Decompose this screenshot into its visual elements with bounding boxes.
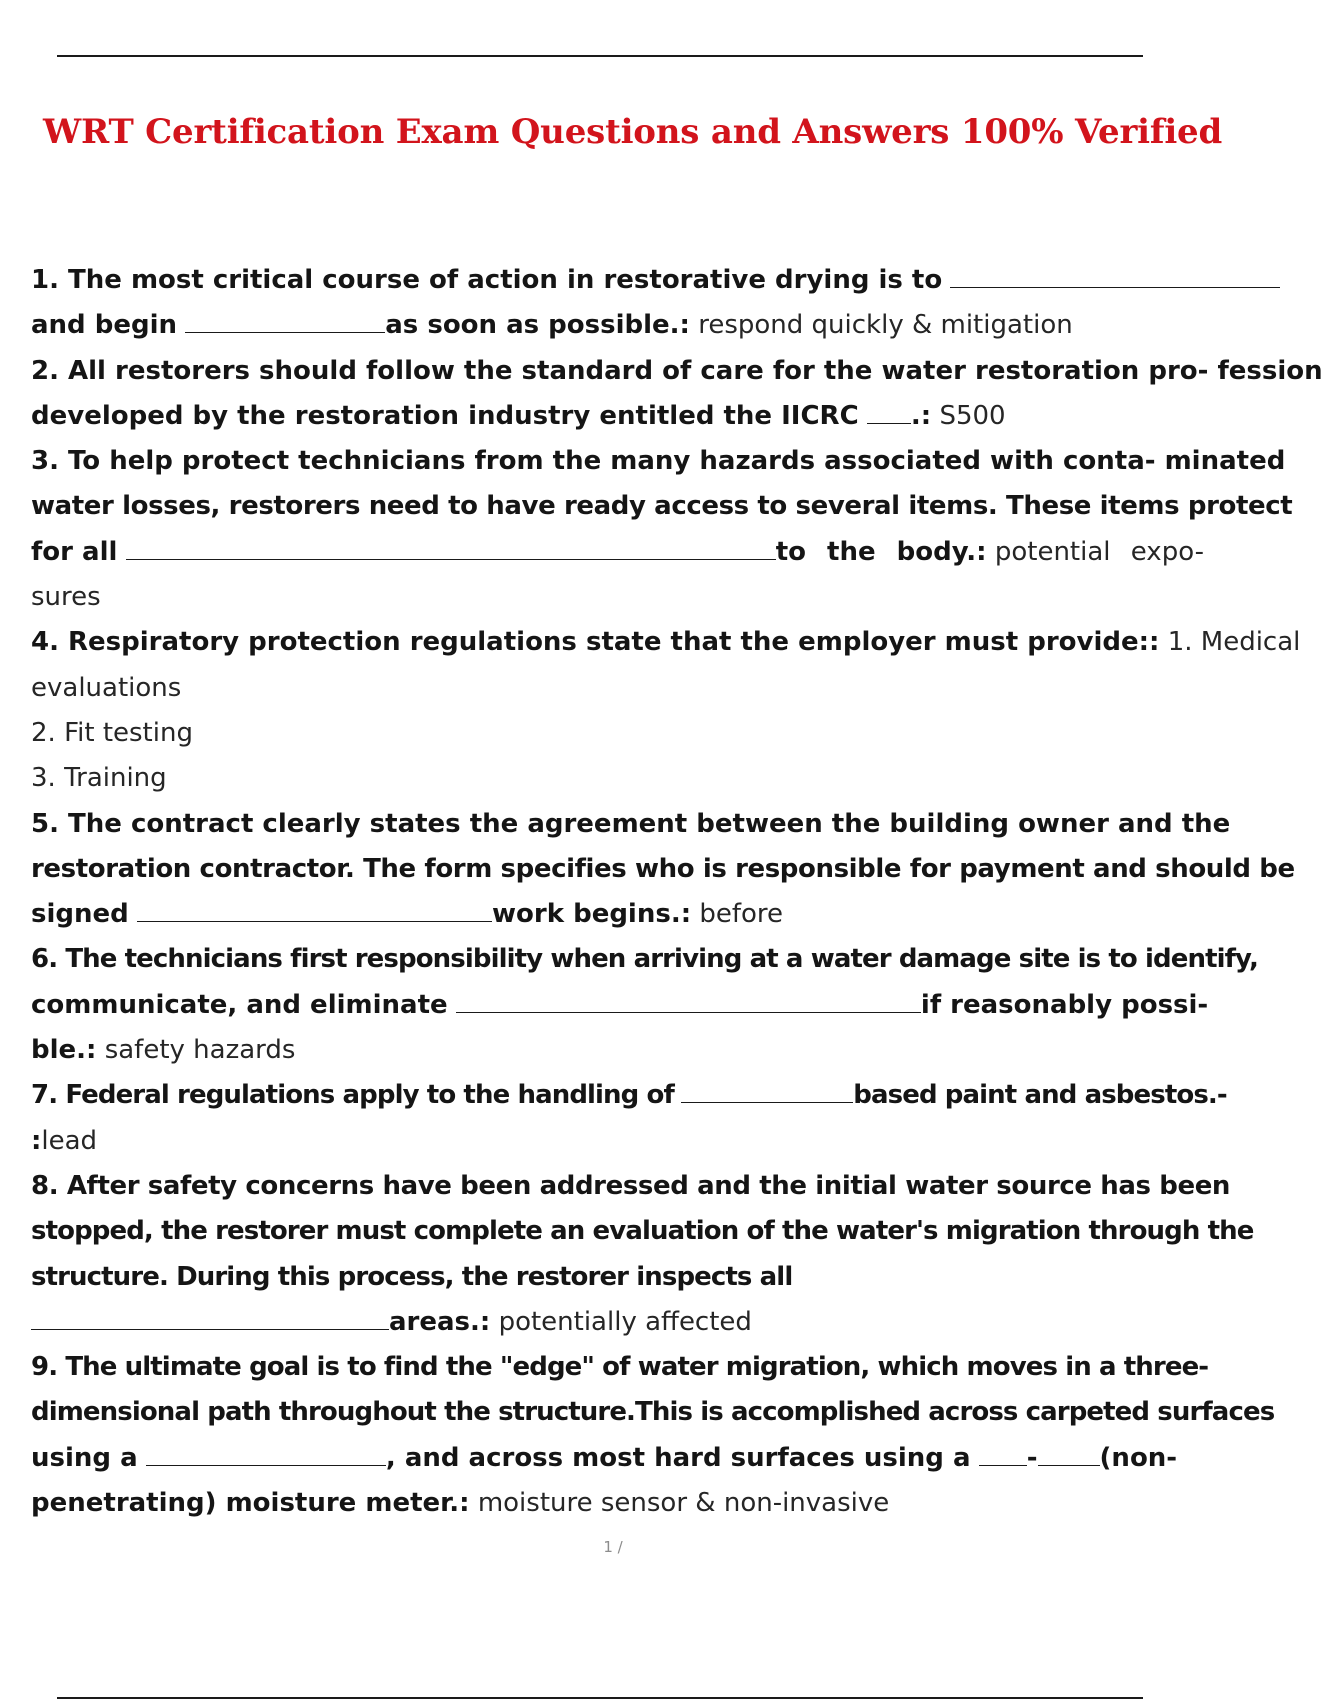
question-9-text: dimensional path throughout the structure.This is accomplished across carpeted surfaces [31, 1397, 1275, 1428]
question-4-line-3 [31, 711, 1200, 756]
question-3-line-1 [31, 439, 1286, 484]
question-2-text: developed by the restoration industry entitled the IICRC [31, 400, 859, 431]
question-3-text: to the body.: [775, 536, 987, 567]
question-1-line-2 [31, 303, 1200, 348]
question-7-line-1 [31, 1073, 1227, 1118]
question-2-text: 2. All restorers should follow the standard of care for the water restoration pro- fession [31, 355, 1323, 386]
question-9-line-1 [31, 1345, 1209, 1390]
top-rule [57, 55, 1143, 57]
question-8-text: structure. During this process, the restorer inspects all [31, 1261, 793, 1292]
question-7-text: 7. Federal regulations apply to the handling of [31, 1080, 674, 1111]
question-1-answer: respond quickly & mitigation [698, 310, 1073, 341]
question-4-answer: evaluations [31, 672, 182, 703]
question-8-text: areas.: [389, 1306, 491, 1337]
question-5-text: restoration contractor. The form specifies who is responsible for payment and should be [31, 853, 1295, 884]
answer-blank [950, 262, 1280, 288]
question-9-answer: moisture sensor & non-invasive [477, 1488, 890, 1519]
question-2-line-1 [31, 349, 1323, 394]
question-8-line-4 [31, 1300, 1200, 1345]
question-5-text: signed [31, 899, 129, 930]
bottom-rule [57, 1697, 1143, 1699]
question-6-line-2 [31, 983, 1209, 1028]
answer-blank [31, 1304, 389, 1330]
question-9-text: (non- [1099, 1442, 1178, 1473]
question-4-line-2 [31, 666, 1200, 711]
question-5-line-2 [31, 847, 1295, 892]
question-7-text: : [31, 1125, 42, 1156]
question-3-answer: sures [31, 582, 101, 613]
question-4-answer: 1. Medical [1167, 627, 1301, 658]
question-6-line-3 [31, 1028, 1200, 1073]
question-9-text: 9. The ultimate goal is to find the "edge" of water migration, which moves in a three- [31, 1352, 1209, 1383]
question-9-text: penetrating) moisture meter.: [31, 1488, 470, 1519]
question-6-text: 6. The technicians first responsibility when arriving at a water damage site is to identify, [31, 944, 1259, 975]
question-6-line-1 [31, 937, 1259, 982]
question-7-answer: lead [41, 1125, 98, 1156]
question-3-line-3 [31, 530, 1204, 575]
question-9-text: using a [31, 1442, 138, 1473]
question-8-text: stopped, the restorer must complete an evaluation of the water's migration through the [31, 1216, 1254, 1247]
question-3-text: 3. To help protect technicians from the many hazards associated with conta- minated [31, 446, 1286, 477]
question-6-text: ble.: [31, 1035, 97, 1066]
question-list [31, 258, 1323, 1526]
question-9-line-2 [31, 1390, 1275, 1435]
answer-blank [979, 1440, 1027, 1466]
question-7-text: based paint and asbestos.- [853, 1080, 1227, 1111]
question-4-text: 4. Respiratory protection regulations state that the employer must provide:: [31, 627, 1160, 658]
question-6-text: if reasonably possi- [920, 989, 1209, 1020]
question-3-answer: potential expo- [994, 536, 1204, 567]
answer-blank [146, 1440, 386, 1466]
question-1-text: 1. The most critical course of action in restorative drying is to [31, 265, 943, 295]
answer-blank [681, 1077, 853, 1103]
question-5-line-3 [31, 892, 1200, 937]
question-5-answer: before [699, 899, 784, 930]
page-number: 1 / [603, 1538, 623, 1556]
question-3-text: water losses, restorers need to have ready access to several items. These items protect [31, 491, 1293, 522]
question-7-line-2 [31, 1119, 1200, 1164]
question-1-text: and begin [31, 310, 177, 341]
question-5-text: work begins.: [492, 899, 692, 930]
answer-blank [456, 987, 921, 1013]
question-9-line-3 [31, 1436, 1200, 1481]
question-8-answer: potentially affected [498, 1306, 752, 1337]
question-9-line-4 [31, 1481, 1200, 1526]
question-9-text: , and across most hard surfaces using a [385, 1442, 971, 1473]
question-3-line-2 [31, 484, 1293, 529]
question-3-line-4 [31, 575, 1200, 620]
answer-blank [126, 534, 776, 560]
question-8-text: 8. After safety concerns have been addressed and the initial water source has been [31, 1170, 1231, 1201]
question-8-line-2 [31, 1209, 1254, 1254]
question-8-line-1 [31, 1164, 1231, 1209]
question-5-line-1 [31, 802, 1231, 847]
question-6-text: communicate, and eliminate [31, 989, 448, 1020]
answer-blank [137, 896, 492, 922]
question-5-text: 5. The contract clearly states the agreement between the building owner and the [31, 808, 1231, 839]
question-4-line-1 [31, 620, 1301, 665]
answer-blank [1038, 1440, 1100, 1466]
question-1-text: as soon as possible.: [385, 310, 690, 341]
answer-blank [185, 307, 385, 333]
question-4-answer: 3. Training [31, 763, 167, 794]
question-2-line-2 [31, 394, 1200, 439]
question-9-text: - [1026, 1442, 1038, 1473]
answer-blank [867, 398, 911, 424]
question-4-answer: 2. Fit testing [31, 717, 193, 748]
question-2-answer: S500 [939, 400, 1006, 431]
page-title: WRT Certification Exam Questions and Answers 100% Verified [43, 112, 1223, 152]
question-2-text: .: [910, 400, 932, 431]
question-6-answer: safety hazards [104, 1035, 296, 1066]
question-3-text: for all [31, 536, 118, 567]
question-8-line-3 [31, 1255, 1200, 1300]
question-1-line-1 [31, 258, 1200, 303]
question-4-line-4 [31, 756, 1200, 801]
